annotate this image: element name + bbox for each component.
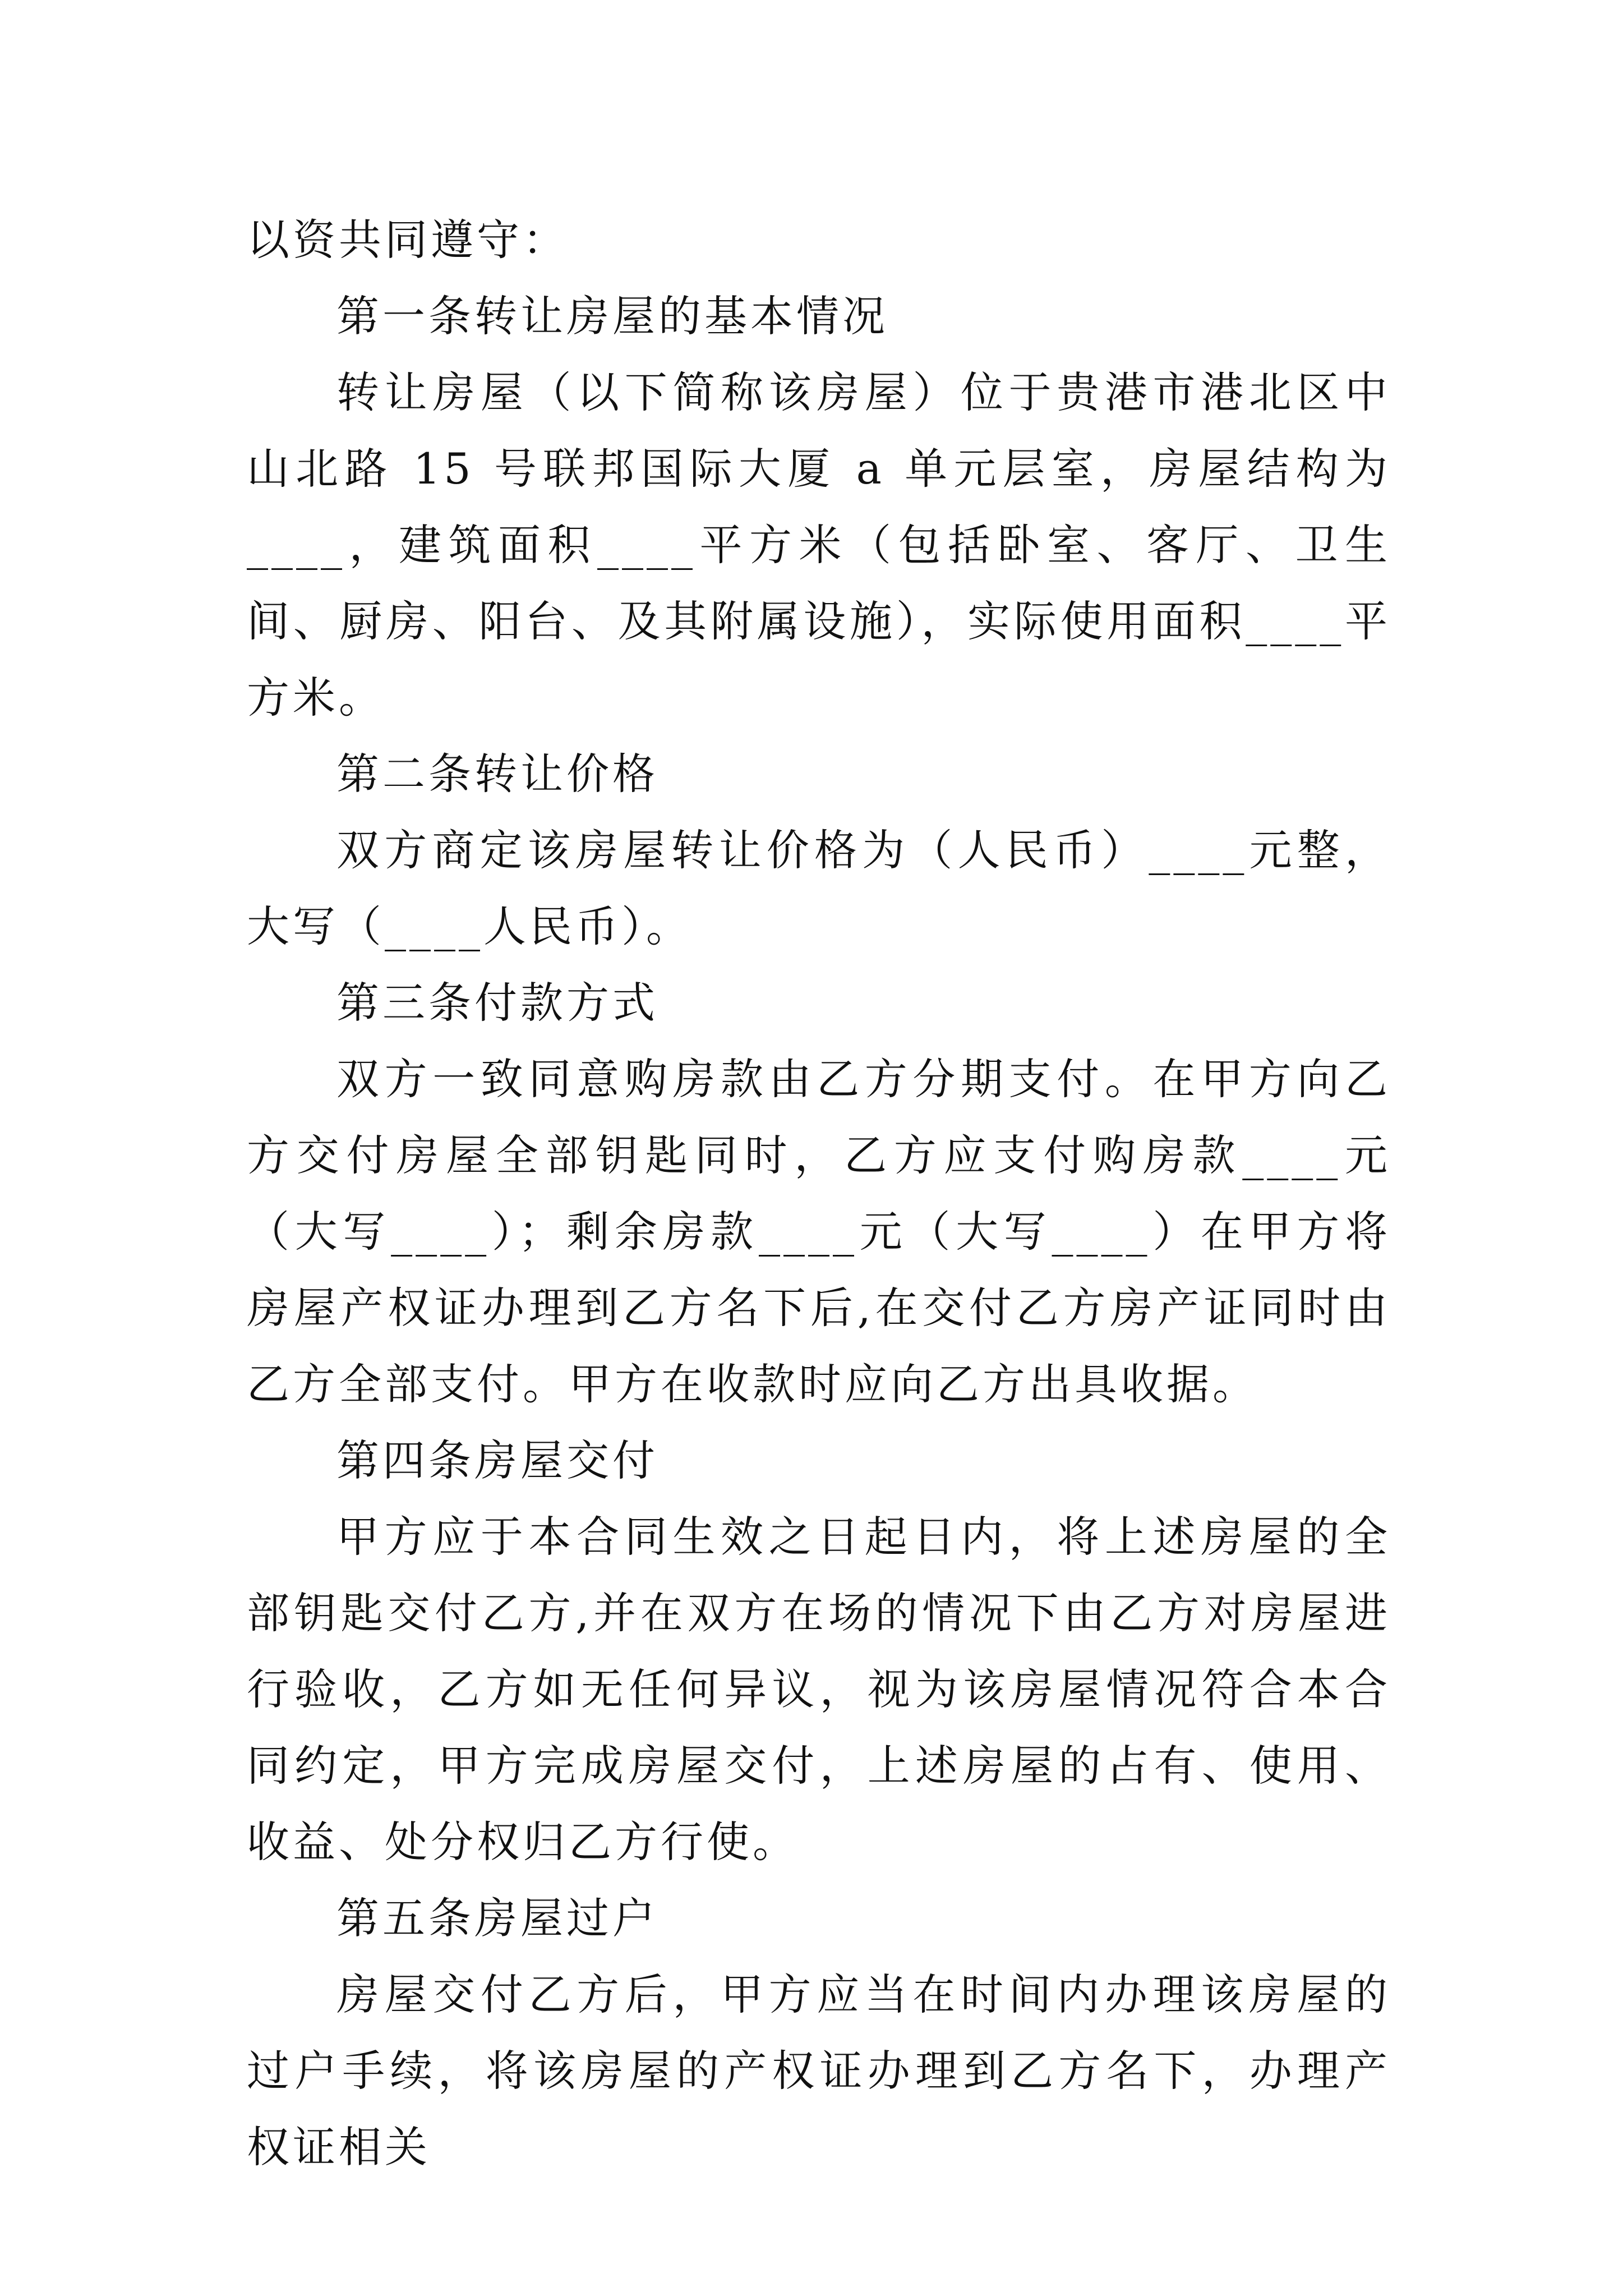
- article-1-body: 转让房屋（以下简称该房屋）位于贵港市港北区中山北路 15 号联邦国际大厦 a 单元层室，房屋结构为____，建筑面积____平方米（包括卧室、客厅、卫生间、厨房、阳台、及其附属设施），实际使用面积____平方米。: [247, 367, 1391, 723]
- article-4-body: 甲方应于本合同生效之日起日内，将上述房屋的全部钥匙交付乙方,并在双方在场的情况下由乙方对房屋进行验收，乙方如无任何异议，视为该房屋情况符合本合同约定，甲方完成房屋交付，上述房屋的占有、使用、收益、处分权归乙方行使。: [247, 1512, 1391, 1867]
- article-3-body: 双方一致同意购房款由乙方分期支付。在甲方向乙方交付房屋全部钥匙同时，乙方应支付购房款____元（大写____）；剩余房款____元（大写____）在甲方将房屋产权证办理到乙方名下后,在交付乙方房产证同时由乙方全部支付。甲方在收款时应向乙方出具收据。: [247, 1054, 1391, 1409]
- article-5-body: 房屋交付乙方后，甲方应当在时间内办理该房屋的过户手续，将该房屋的产权证办理到乙方名下，办理产权证相关: [247, 1970, 1391, 2172]
- document-body: [247, 202, 1391, 2185]
- article-1-heading: 第一条转让房屋的基本情况: [336, 291, 888, 341]
- paragraph-closing-line: 以资共同遵守：: [247, 215, 569, 265]
- article-2-body: 双方商定该房屋转让价格为（人民币）____元整，大写（____人民币）。: [247, 825, 1391, 951]
- article-5-heading: 第五条房屋过户: [336, 1893, 658, 1943]
- article-2-heading: 第二条转让价格: [336, 749, 658, 799]
- article-3-heading: 第三条付款方式: [336, 978, 658, 1028]
- article-4-heading: 第四条房屋交付: [336, 1435, 658, 1485]
